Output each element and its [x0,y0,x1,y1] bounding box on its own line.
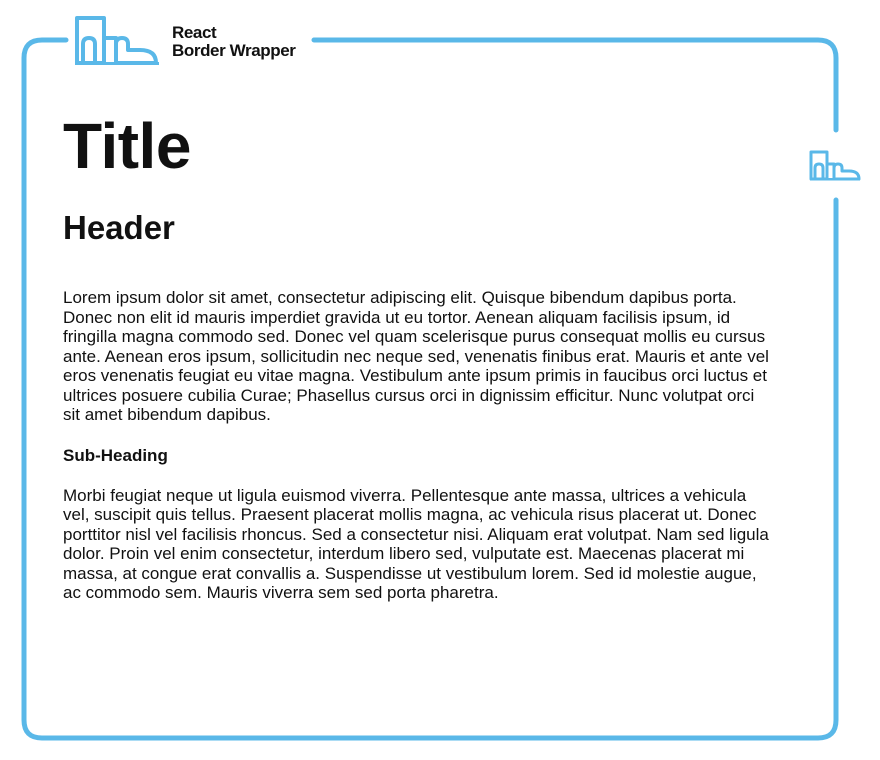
sub-heading: Sub-Heading [63,445,168,465]
react-border-wrapper-logo-icon [809,149,861,181]
brand-line-2: Border Wrapper [172,41,296,60]
body-paragraph-1: Lorem ipsum dolor sit amet, consectetur adipiscing elit. Quisque bibendum dapibus porta. Donec non elit id mauris imperdiet gravida ut eu tortor. Aenean aliquam facilisis ipsum, id fringilla magna commodo sed. Donec vel quam scelerisque purus consequat mollis eu cursus ante. Aenean eros ipsum, sollicitudin nec neque sed, venenatis finibus erat. Mauris et ante vel eros venenatis feugiat eu vitae magna. Vestibulum ante ipsum primis in faucibus orci luctus et ultrices posuere cubilia Curae; Phasellus cursus orci in dignissim efficitur. Nunc volutpat orci sit amet bibendum dapibus. [63,288,769,424]
brand-title [172,24,296,60]
section-header: Header [63,209,175,246]
brand-line-1: React [172,23,217,42]
react-border-wrapper-logo-icon [74,14,160,66]
content-area [63,108,773,603]
page-title: Title [63,110,191,182]
body-paragraph-2: Morbi feugiat neque ut ligula euismod viverra. Pellentesque ante massa, ultrices a vehicula vel, suscipit quis tellus. Praesent placerat mollis magna, ac vehicula risus placerat ut. Donec porttitor nisl vel facilisis rhoncus. Sed a consectetur nisi. Aliquam erat volutpat. Nam sed ligula dolor. Proin vel enim consectetur, interdum libero sed, vulputate est. Maecenas placerat mi massa, at congue erat convallis a. Suspendisse ut vestibulum lorem. Sed id molestie augue, ac commodo sem. Mauris viverra sem sed porta pharetra. [63,485,769,602]
